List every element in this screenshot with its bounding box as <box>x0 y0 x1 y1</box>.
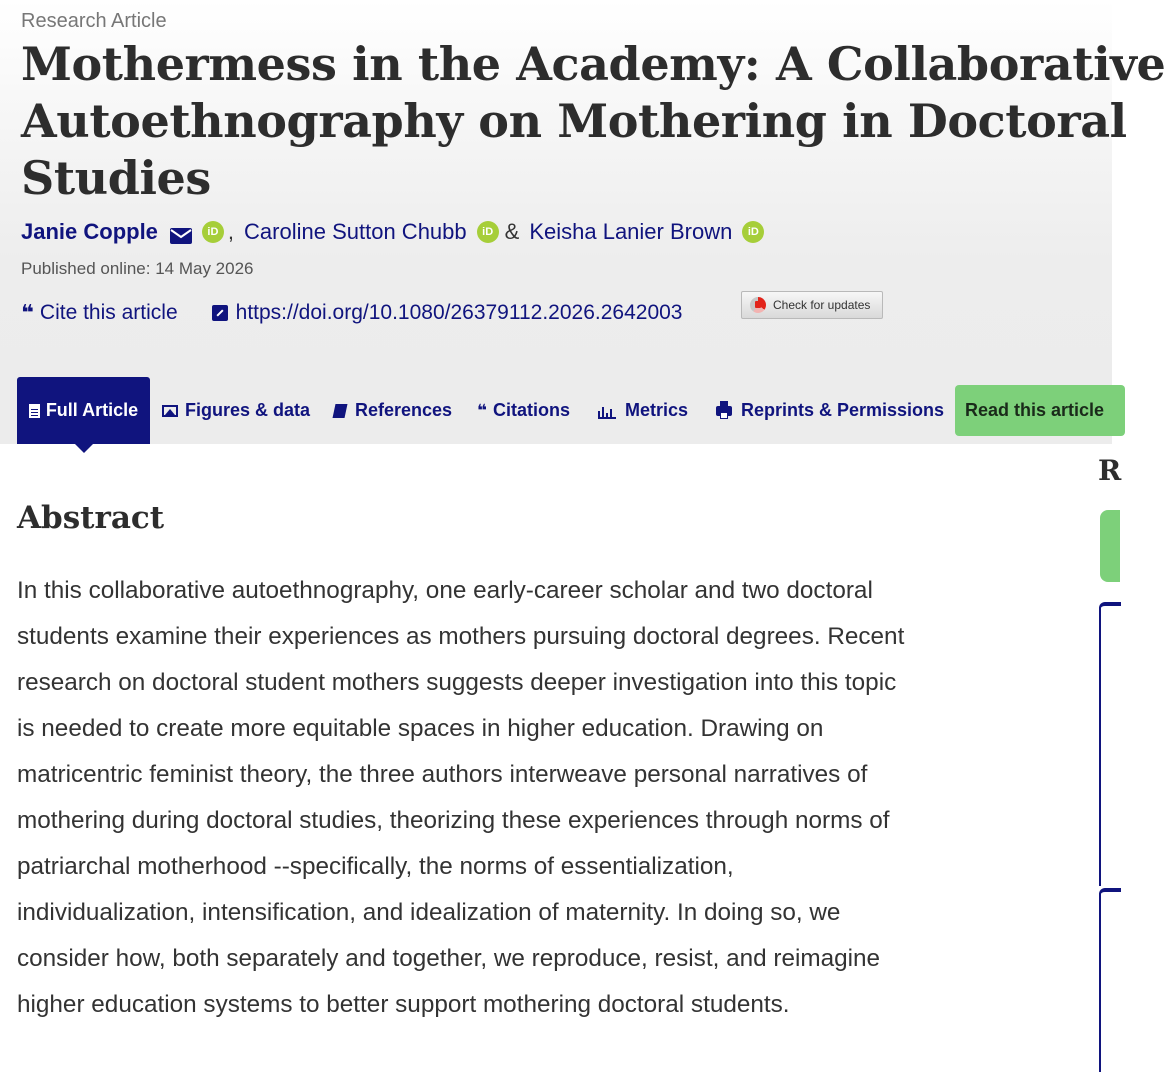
tab-references[interactable] <box>334 377 452 444</box>
author-link-3[interactable]: Keisha Lanier Brown <box>529 219 733 244</box>
doi-label: https://doi.org/10.1080/26379112.2026.2642003 <box>235 301 683 324</box>
article-type-label: Research Article <box>21 10 167 32</box>
title-line-2: Autoethnography on Mothering in Doctoral <box>21 94 1127 148</box>
author-link-1[interactable]: Janie Copple <box>21 219 158 244</box>
orcid-icon[interactable]: iD <box>202 221 224 243</box>
crossmark-icon <box>750 297 766 313</box>
author-separator: , <box>227 219 235 244</box>
article-tabs <box>0 377 1112 444</box>
author-list <box>21 219 768 245</box>
check-for-updates-button[interactable] <box>741 291 883 319</box>
orcid-icon[interactable]: iD <box>477 221 499 243</box>
abstract-heading: Abstract <box>17 500 165 536</box>
title-line-3: Studies <box>21 151 211 205</box>
external-link-icon <box>212 305 228 321</box>
sidebar-heading-fragment: R <box>1098 454 1122 487</box>
tab-label: Metrics <box>625 400 689 420</box>
book-icon <box>333 404 348 418</box>
tab-label: Citations <box>492 400 570 420</box>
abstract-text: In this collaborative autoethnography, one early-career scholar and two doctoral students examine their experiences as mothers pursuing doctoral degrees. Recent research on doctoral student mothers suggests deeper investigation into this topic is needed to create more equitable spaces in higher education. Drawing on matricentric feminist theory, the three authors interweave personal narratives of mothering during doctoral studies, theorizing these experiences through norms of patriarchal motherhood --specifically, the norms of essentialization, individualization, intensification, and idealization of maternity. In doing so, we consider how, both separately and together, we reproduce, resist, and reimagine higher education systems to better support mothering doctoral students. <box>17 577 905 1018</box>
tab-citations[interactable] <box>477 377 570 444</box>
tab-label: Figures & data <box>185 400 311 420</box>
read-this-article-button[interactable]: Read this article <box>955 385 1125 436</box>
email-icon[interactable] <box>170 224 192 240</box>
tab-reprints-permissions[interactable] <box>716 377 944 444</box>
tab-label: Reprints & Permissions <box>741 400 945 420</box>
article-title <box>21 36 1165 207</box>
print-icon <box>716 406 732 416</box>
tab-metrics[interactable] <box>598 377 688 444</box>
tab-label: References <box>355 400 453 420</box>
title-line-1: Mothermess in the Academy: A Collaborative <box>21 37 1165 91</box>
sidebar-panel-fragment <box>1099 888 1121 1072</box>
tab-figures-data[interactable] <box>162 377 310 444</box>
tab-full-article[interactable] <box>17 377 150 444</box>
author-link-2[interactable]: Caroline Sutton Chubb <box>244 219 467 244</box>
orcid-icon[interactable]: iD <box>742 221 764 243</box>
image-icon <box>162 405 178 417</box>
sidebar-panel-fragment <box>1099 602 1121 886</box>
author-separator: & <box>504 219 520 244</box>
sidebar-green-button-fragment[interactable] <box>1100 510 1120 582</box>
document-icon <box>29 404 40 418</box>
doi-link[interactable] <box>212 301 683 325</box>
published-date: Published online: 14 May 2026 <box>21 259 254 278</box>
quote-icon: ❝ <box>21 300 34 325</box>
tab-label: Full Article <box>45 400 139 420</box>
cite-article-link[interactable] <box>21 300 178 326</box>
quote-icon: ❝ <box>477 400 487 420</box>
bar-chart-icon <box>598 403 616 419</box>
article-links <box>21 300 682 326</box>
article-header <box>0 0 1165 444</box>
check-for-updates-label: Check for updates <box>773 298 871 312</box>
cite-article-label: Cite this article <box>39 301 178 324</box>
